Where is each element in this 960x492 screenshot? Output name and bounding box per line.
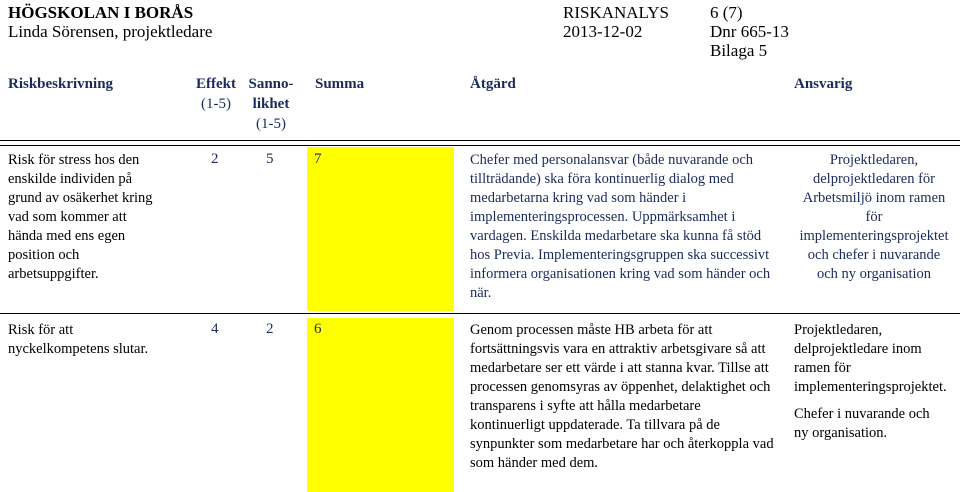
col-header-sanno-1: Sanno- [248,76,294,92]
col-header-effekt: Effekt [196,76,236,92]
bilaga: Bilaga 5 [710,41,768,60]
doc-type: RISKANALYS [563,3,669,22]
author: Linda Sörensen, projektledare [8,22,213,41]
col-header-summa: Summa [315,76,365,92]
sannolikhet-value: 5 [266,151,274,167]
table-row [8,151,153,284]
risk-description: Risk för att nyckelkompetens slutar. [8,322,149,357]
col-header-effekt-range: (1-5) [201,96,231,112]
summa-value: 6 [314,321,322,337]
sannolikhet-value: 2 [266,321,274,337]
ansvarig-text: Projektledaren, delprojektledaren för Arbetsmiljö inom ramen för implementeringsprojektet och chefer i nuvarande och ny organisation [799,152,949,282]
school-name: HÖGSKOLAN I BORÅS [8,3,194,22]
summa-value: 7 [314,151,322,167]
col-header-sanno-range: (1-5) [256,116,286,132]
risk-description: Risk för stress hos den enskilde individen på grund av osäkerhet kring vad som kommer att hända med ens egen position och arbetsuppgifter. [8,152,153,282]
ansvarig-text: Projektledaren, delprojektledare inom ramen för implementeringsprojektet. Chefer i nuvarande och ny organisation. [794,322,947,441]
table-row [8,321,148,359]
col-header-risk: Riskbeskrivning [8,76,114,92]
effekt-value: 4 [211,321,219,337]
summa-highlight-row1 [307,147,454,311]
header-rule-double [0,145,960,146]
atgard-text: Genom processen måste HB arbeta för att fortsättningsvis vara en attraktiv arbetsgivare så att medarbetare ser ett värde i att stanna kvar. Tillse att processen genomsyras av öppenhet, delaktighet och transparens i syfte att hålla medarbetare kontinuerligt uppdaterade. Ta tillvara på de synpunkter som medarbetare har och återkoppla vad som händer med dem. [470,322,774,471]
header-rule [0,140,960,141]
col-header-ansvarig: Ansvarig [794,76,853,92]
dnr: Dnr 665-13 [710,22,789,41]
effekt-value: 2 [211,151,219,167]
col-header-atgard: Åtgärd [470,76,516,92]
page-number: 6 (7) [710,3,743,22]
atgard-text: Chefer med personalansvar (både nuvarande och tillträdande) ska föra kontinuerlig dialog med medarbetarna kring vad som händer i implementeringsprocessen. Uppmärksamhet i vardagen. Enskilda medarbetare ska kunna få stöd hos Previa. Implementeringsgruppen ska successivt informera organisationen kring vad som händer och när. [470,152,771,301]
col-header-sanno-2: likhet [252,96,290,112]
row-divider [0,313,960,314]
doc-date: 2013-12-02 [563,22,643,41]
summa-highlight-row2 [307,318,454,492]
